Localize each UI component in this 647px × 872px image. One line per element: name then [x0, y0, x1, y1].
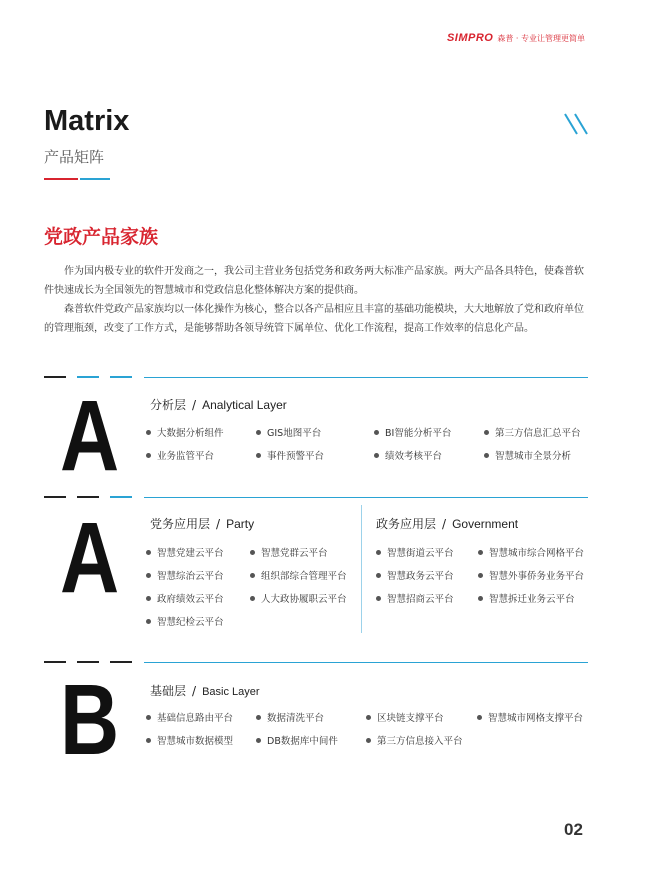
list-item: 智慧城市网格支撑平台	[477, 710, 583, 724]
bullet-icon	[366, 738, 371, 743]
intro-paragraph: 作为国内极专业的软件开发商之一，我公司主营业务包括党务和政务两大标准产品家族。两大产品各具特色，使森普软件快速成长为全国领先的智慧城市和党政信息化整体解决方案的提供商。	[44, 266, 584, 296]
bullet-icon	[146, 550, 151, 555]
layer-name-en: Government	[452, 517, 519, 531]
intro-text	[44, 262, 592, 338]
divider-dash	[44, 661, 66, 663]
layer-name-cn: 分析层	[150, 398, 187, 412]
list-item: 智慧综治云平台	[146, 568, 224, 582]
bullet-icon	[250, 573, 255, 578]
list-item: 智慧招商云平台	[376, 591, 454, 605]
bullet-icon	[256, 453, 261, 458]
list-item: 数据清洗平台	[256, 710, 324, 724]
layer-heading-government: 政务应用层 / Government	[376, 517, 519, 531]
title-underline-red	[44, 178, 78, 180]
bullet-icon	[250, 596, 255, 601]
list-item: 政府绩效云平台	[146, 591, 224, 605]
title-underline-blue	[80, 178, 110, 180]
bullet-icon	[478, 550, 483, 555]
divider-dash	[77, 496, 99, 498]
bullet-icon	[146, 430, 151, 435]
brand-header	[447, 32, 585, 44]
list-item: BI智能分析平台	[374, 425, 451, 439]
page-title: Matrix	[44, 105, 130, 137]
bullet-icon	[374, 453, 379, 458]
page-number: 02	[564, 820, 583, 839]
list-item: 大数据分析组件	[146, 425, 224, 439]
list-item: 智慧城市数据模型	[146, 733, 233, 747]
double-slash-decoration	[563, 112, 591, 136]
intro-paragraph: 森普软件党政产品家族均以一体化操作为核心，整合以各产品相应且丰富的基础功能模块，大大地解放了党和政府单位的管理瓶颈，改变了工作方式，是能够帮助各领导统管下属单位、优化工作流程，提高工作效率的信息化产品。	[44, 304, 584, 334]
divider-dash	[44, 376, 66, 378]
layer-divider	[144, 662, 588, 663]
column-divider	[361, 505, 362, 633]
bullet-icon	[256, 715, 261, 720]
layer-letter-application: A	[60, 502, 120, 614]
bullet-icon	[146, 596, 151, 601]
list-item: 智慧政务云平台	[376, 568, 454, 582]
brand-slogan: 森普 · 专业让管理更简单	[497, 34, 585, 43]
divider-dash	[110, 661, 132, 663]
list-item: 智慧纪检云平台	[146, 614, 224, 628]
bullet-icon	[256, 430, 261, 435]
list-item: 智慧城市全景分析	[484, 448, 571, 462]
layer-divider	[144, 377, 588, 378]
bullet-icon	[366, 715, 371, 720]
list-item: 组织部综合管理平台	[250, 568, 347, 582]
bullet-icon	[484, 453, 489, 458]
list-item: 业务监管平台	[146, 448, 214, 462]
bullet-icon	[146, 619, 151, 624]
bullet-icon	[146, 715, 151, 720]
layer-name-en: Party	[226, 517, 255, 531]
list-item: 第三方信息接入平台	[366, 733, 463, 747]
list-item: 智慧拆迁业务云平台	[478, 591, 575, 605]
layer-name-en: Analytical Layer	[202, 398, 287, 412]
bullet-icon	[250, 550, 255, 555]
list-item: 智慧党群云平台	[250, 545, 328, 559]
list-item: 区块链支撑平台	[366, 710, 444, 724]
list-item: 绩效考核平台	[374, 448, 442, 462]
divider-dash	[77, 661, 99, 663]
layer-letter-basic: B	[60, 664, 120, 776]
bullet-icon	[477, 715, 482, 720]
divider-dash	[110, 496, 132, 498]
divider-dash	[44, 496, 66, 498]
bullet-icon	[478, 596, 483, 601]
bullet-icon	[484, 430, 489, 435]
bullet-icon	[146, 738, 151, 743]
list-item: 人大政协履职云平台	[250, 591, 347, 605]
bullet-icon	[256, 738, 261, 743]
bullet-icon	[374, 430, 379, 435]
bullet-icon	[146, 573, 151, 578]
section-title: 党政产品家族	[44, 226, 159, 248]
page-subtitle: 产品矩阵	[44, 148, 105, 166]
layer-heading-party: 党务应用层 / Party	[150, 517, 255, 531]
list-item: 事件预警平台	[256, 448, 324, 462]
layer-name-cn: 党务应用层	[150, 517, 211, 531]
layer-heading-basic: 基础层 / Basic Layer	[150, 684, 260, 698]
bullet-icon	[376, 550, 381, 555]
layer-heading-analytical: 分析层 / Analytical Layer	[150, 398, 287, 412]
list-item: 智慧外事侨务业务平台	[478, 568, 584, 582]
bullet-icon	[478, 573, 483, 578]
layer-name-cn: 基础层	[150, 684, 187, 698]
brand-logo: SIMPRO	[446, 32, 494, 44]
list-item: DB数据库中间件	[256, 733, 338, 747]
bullet-icon	[376, 596, 381, 601]
list-item: 智慧城市综合网格平台	[478, 545, 584, 559]
list-item: 智慧街道云平台	[376, 545, 454, 559]
list-item: 第三方信息汇总平台	[484, 425, 581, 439]
list-item: GIS地图平台	[256, 425, 321, 439]
divider-dash	[77, 376, 99, 378]
divider-dash	[110, 376, 132, 378]
layer-letter-analytical: A	[60, 380, 120, 492]
bullet-icon	[146, 453, 151, 458]
layer-name-en: Basic Layer	[202, 686, 260, 698]
bullet-icon	[376, 573, 381, 578]
list-item: 基础信息路由平台	[146, 710, 233, 724]
layer-name-cn: 政务应用层	[376, 517, 437, 531]
list-item: 智慧党建云平台	[146, 545, 224, 559]
layer-divider	[144, 497, 588, 498]
